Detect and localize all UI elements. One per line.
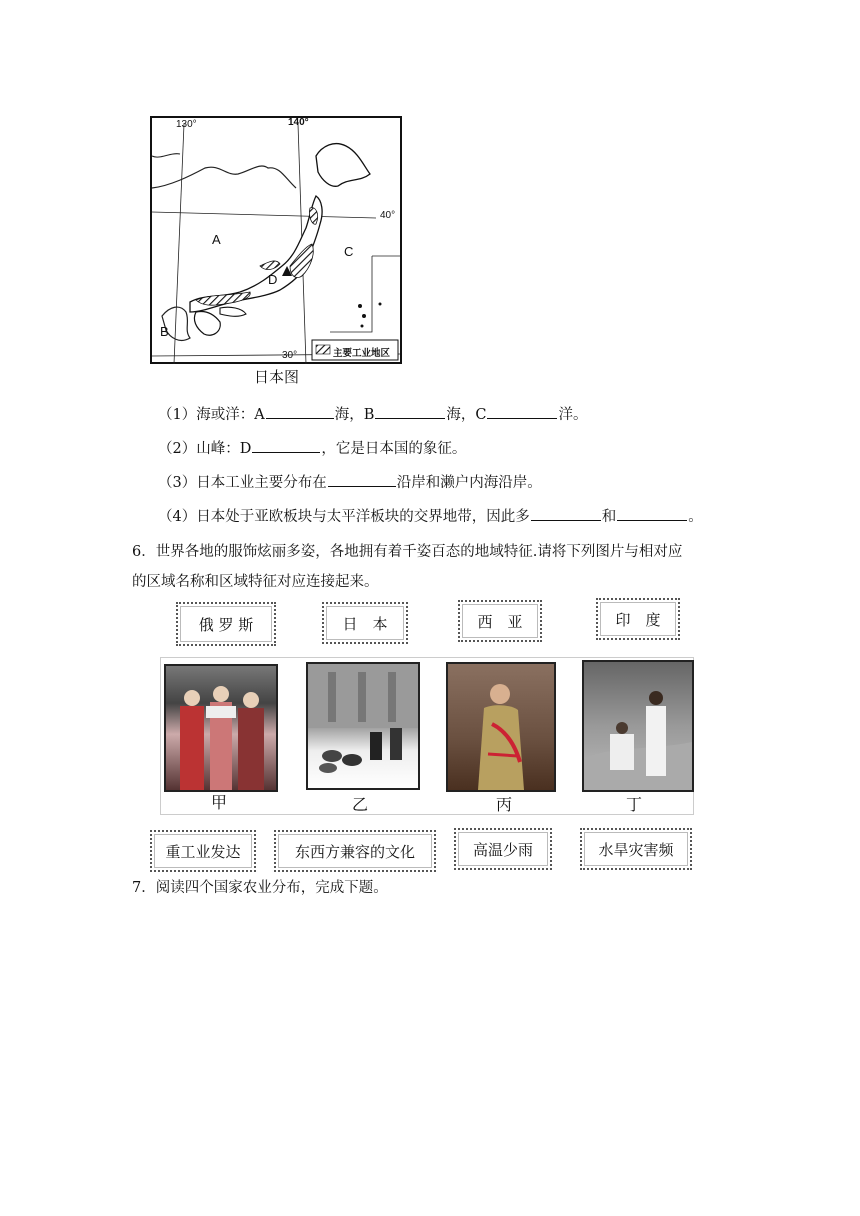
feature-box-culture[interactable] — [274, 830, 436, 872]
q5-line-1 — [158, 404, 587, 425]
q5-line-4 — [158, 506, 703, 527]
q5-l1-a: 海，B — [334, 407, 375, 423]
answer-blank-c[interactable] — [487, 404, 557, 419]
japan-map — [150, 116, 402, 366]
q5-l1-b: 海，C — [446, 407, 487, 423]
kimono-figures-icon — [166, 666, 276, 790]
map-legend-label: 主要工业地区 — [333, 348, 391, 359]
map-label-a: A — [212, 232, 221, 247]
map-label-c: C — [344, 244, 354, 259]
q5-l2-post: ，它是日本国的象征。 — [321, 441, 467, 457]
caption-yi: 乙 — [352, 795, 369, 814]
feature-box-hot-dry[interactable] — [454, 828, 552, 870]
region-label-india: 印 度 — [600, 602, 676, 636]
caption-jia: 甲 — [211, 793, 228, 812]
photo-jia-kimono[interactable] — [164, 664, 278, 792]
photo-bing-sari[interactable] — [446, 662, 556, 792]
photo-ding-desert[interactable] — [582, 660, 694, 792]
answer-blank-b[interactable] — [375, 404, 445, 419]
q5-l4-mid: 和 — [601, 509, 617, 525]
sled-dogs-icon — [308, 664, 418, 788]
feature-label-hot-dry: 高温少雨 — [458, 832, 548, 866]
region-box-india[interactable] — [596, 598, 680, 640]
feature-label-heavy-industry: 重工业发达 — [154, 834, 252, 868]
map-label-b: B — [160, 324, 169, 339]
feature-box-heavy-industry[interactable] — [150, 830, 256, 872]
answer-blank-hazard-2[interactable] — [617, 506, 687, 521]
map-lon-140: 140° — [288, 117, 309, 128]
q6-text-2: 的区域名称和区域特征对应连接起来。 — [132, 574, 379, 590]
q5-l4-post: 。 — [688, 509, 703, 525]
feature-box-disasters[interactable] — [580, 828, 692, 870]
q5-l3-post: 沿岸和濑户内海沿岸。 — [396, 475, 542, 491]
q7-text: 7．阅读四个国家农业分布，完成下题。 — [132, 880, 388, 896]
japan-map-svg — [150, 116, 402, 366]
q5-line-3 — [158, 472, 542, 493]
map-caption: 日本图 — [254, 368, 300, 386]
q5-l3-pre: （3）日本工业主要分布在 — [158, 475, 327, 491]
answer-blank-d[interactable] — [252, 438, 320, 453]
q5-l2-pre: （2）山峰：D — [158, 441, 252, 457]
region-label-west-asia: 西 亚 — [462, 604, 538, 638]
desert-men-icon — [584, 662, 692, 790]
caption-bing: 丙 — [496, 795, 513, 814]
map-lat-40: 40° — [380, 210, 396, 221]
feature-label-culture: 东西方兼容的文化 — [278, 834, 432, 868]
map-lon-130: 130° — [176, 119, 197, 130]
q6-text-1: 6．世界各地的服饰炫丽多姿，各地拥有着千姿百态的地域特征.请将下列图片与相对应 — [132, 544, 683, 560]
caption-ding: 丁 — [626, 795, 643, 814]
answer-blank-a[interactable] — [266, 404, 334, 419]
answer-blank-hazard-1[interactable] — [531, 506, 601, 521]
region-label-russia: 俄 罗 斯 — [180, 606, 272, 642]
region-box-west-asia[interactable] — [458, 600, 542, 642]
map-label-d: D — [268, 272, 278, 287]
feature-label-disasters: 水旱灾害频 — [584, 832, 688, 866]
sari-woman-icon — [448, 664, 554, 790]
q5-l4-pre: （4）日本处于亚欧板块与太平洋板块的交界地带，因此多 — [158, 509, 530, 525]
region-label-japan: 日 本 — [326, 606, 404, 640]
answer-blank-coast[interactable] — [328, 472, 396, 487]
region-box-russia[interactable] — [176, 602, 276, 646]
map-lat-30: 30° — [282, 350, 298, 361]
region-box-japan[interactable] — [322, 602, 408, 644]
photo-yi-sled-dogs[interactable] — [306, 662, 420, 790]
q5-line-2 — [158, 438, 466, 459]
q5-l1-pre: （1）海或洋：A — [158, 407, 265, 423]
q5-l1-c: 洋。 — [558, 407, 588, 423]
